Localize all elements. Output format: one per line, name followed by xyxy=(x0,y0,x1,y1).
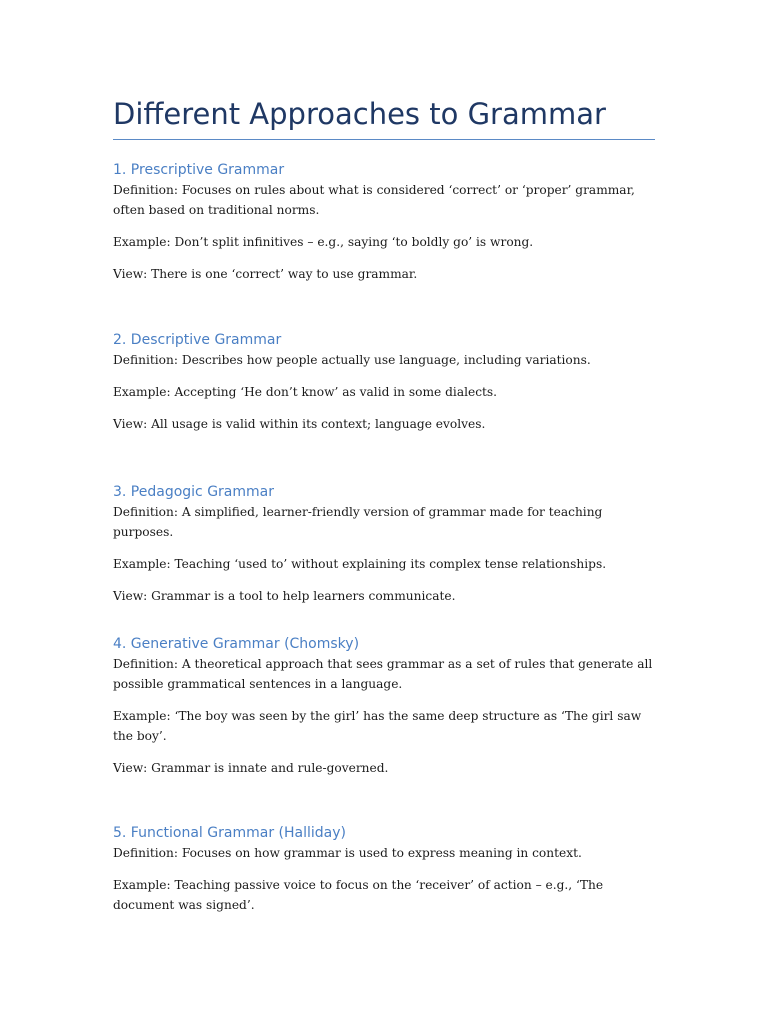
section-heading: 1. Prescriptive Grammar xyxy=(113,162,285,178)
view-text: View: There is one ‘correct’ way to use grammar. xyxy=(113,267,418,281)
title-underline xyxy=(113,139,655,140)
document-title: Different Approaches to Grammar xyxy=(113,97,606,131)
definition-text: Definition: Describes how people actually use language, including variations. xyxy=(113,353,591,367)
example-text: Example: ‘The boy was seen by the girl’ has the same deep structure as ‘The girl saw the boy’. xyxy=(113,709,642,743)
definition-text: Definition: Focuses on how grammar is used to express meaning in context. xyxy=(113,846,582,860)
definition-text: Definition: A theoretical approach that sees grammar as a set of rules that generate all possible grammatical sentences in a language. xyxy=(113,657,653,691)
example-text: Example: Teaching ‘used to’ without explaining its complex tense relationships. xyxy=(113,557,607,571)
section-descriptive-grammar xyxy=(113,330,655,434)
example-text: Example: Accepting ‘He don’t know’ as valid in some dialects. xyxy=(113,385,498,399)
view-text: View: Grammar is a tool to help learners communicate. xyxy=(113,589,456,603)
section-heading: 4. Generative Grammar (Chomsky) xyxy=(113,636,360,652)
definition-text: Definition: Focuses on rules about what is considered ‘correct’ or ‘proper’ grammar, often based on traditional norms. xyxy=(113,183,635,217)
section-heading: 5. Functional Grammar (Halliday) xyxy=(113,825,346,841)
section-generative-grammar xyxy=(113,634,655,778)
view-text: View: Grammar is innate and rule-governed. xyxy=(113,761,389,775)
definition-text: Definition: A simplified, learner-friendly version of grammar made for teaching purposes. xyxy=(113,505,603,539)
section-pedagogic-grammar xyxy=(113,482,655,606)
section-heading: 3. Pedagogic Grammar xyxy=(113,484,274,500)
example-text: Example: Don’t split infinitives – e.g., saying ‘to boldly go’ is wrong. xyxy=(113,235,534,249)
example-text: Example: Teaching passive voice to focus on the ‘receiver’ of action – e.g., ‘The document was signed’. xyxy=(113,878,604,912)
view-text: View: All usage is valid within its context; language evolves. xyxy=(113,417,486,431)
section-prescriptive-grammar xyxy=(113,160,655,284)
section-functional-grammar xyxy=(113,823,655,915)
section-heading: 2. Descriptive Grammar xyxy=(113,332,282,348)
